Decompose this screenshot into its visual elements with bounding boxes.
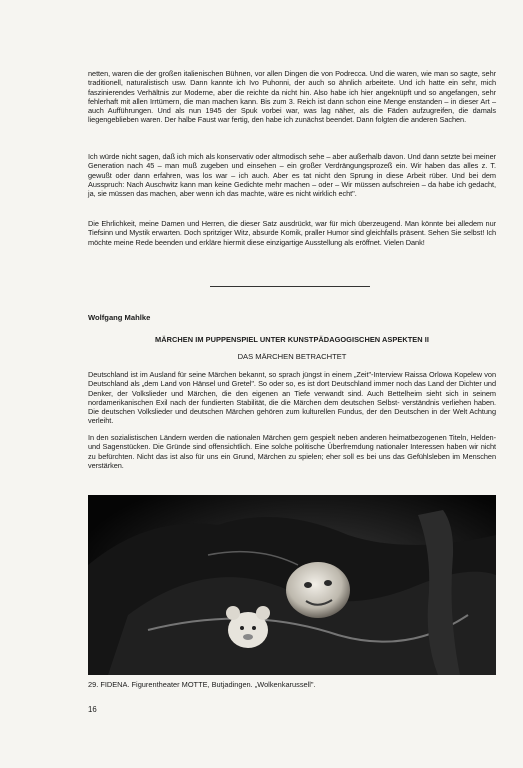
article-author: Wolfgang Mahlke — [88, 313, 151, 322]
article-subtitle: DAS MÄRCHEN BETRACHTET — [237, 352, 347, 361]
paragraph-1-text: netten, waren die der großen italienischen Bühnen, vor allen Dingen die von Podrecca. Und die waren, wie man so sagte, sehr traditionell, naturalistisch usw. Dann kannte ich Ivo Puhonni, der auch so ähnlich arbeitete. Und ich hatte ein sehr, mich faszinierendes Verhältnis zur Moderne, aber die reichte da nicht hin. Also habe ich hier angeknüpft und so angefangen, sehr fehlerhaft mit allen Irrtümern, die man machen kann. Bis zum 3. Reich ist dann schon eine Menge enstanden – in dieser Art – auch Aufführungen. Und als nun 1945 der Spuk vorbei war, was lag näher, als die Fäden aufzugreifen, die damals liegengeblieben waren. Der halbe Faust war fertig, den habe ich zunächst beendet. Dann folgten die anderen Sachen. — [88, 69, 496, 125]
paragraph-5-text: In den sozialistischen Ländern werden die nationalen Märchen gern gespielt neben anderen heimatbezogenen Titeln, Helden- und Sagenstücken. Die Gründe sind offensichtlich. Eine solche politische Überfremdung nationaler Interessen haben wir nicht zu befürchten. Nicht das ist also für uns ein Grund, Märchen zu spielen; eher soll es bei uns das Gefühlsleben im Menschen verstärken. — [88, 433, 496, 470]
page-number: 16 — [88, 705, 97, 714]
paragraph-4 — [88, 370, 496, 426]
paragraph-5 — [88, 433, 496, 470]
paragraph-2-text: Ich würde nicht sagen, daß ich mich als konservativ oder altmodisch sehe – aber außerhalb davon. Und dann setzte bei meiner Generation nach 45 – man muß zugeben und einsehen – ein großer Verdrängungsprozeß ein. Wir haben das alles z. T. gewußt oder dann erfahren, was los war – ich auch. Aber es tat nicht den Sprung in diese Arbeit rüber. Und bei dem Ausspruch: Nach Auschwitz kann man keine Gedichte mehr machen – oder – Wir müssen aufschreien – da habe ich gedacht, ja, sie müssen das machen, aber wenn ich das machte, wäre es nicht wirklich echt". — [88, 152, 496, 199]
paragraph-4-text: Deutschland ist im Ausland für seine Märchen bekannt, so sprach jüngst in einem „Zeit"-Interview Raissa Orlowa Kopelew von Deutschland als „dem Land von Hänsel und Gretel". So oder so, es ist dort Deutschland immer noch das Land der Dichter und Denker, der Volkslieder und Märchen, die den eigenen an Tiefe verwandt sind. Auch Bettelheim sieht sich in seinem nordamerikanischen Exil nach der fundierten Stabilität, die die Märchen dem deutschen Selbst- verständnis verliehen haben. Die deutschen Volkslieder und deutschen Märchen gehören zum kulturellen Fundus, der den Deutschen in der Welt Achtung verleiht. — [88, 370, 496, 426]
puppet-theatre-photo — [88, 495, 496, 675]
paragraph-3 — [88, 219, 496, 247]
figure-caption: 29. FIDENA. Figurentheater MOTTE, Butjadingen. „Wolkenkarussell". — [88, 680, 316, 689]
puppet-photo-illustration — [88, 495, 496, 675]
section-divider — [210, 286, 370, 287]
paragraph-1 — [88, 69, 496, 125]
paragraph-3-text: Die Ehrlichkeit, meine Damen und Herren, die dieser Satz ausdrückt, war für mich überzeugend. Man könnte bei alledem nur Tiefsinn und Mystik erwarten. Doch spritziger Witz, absurde Komik, praller Humor sind gleichfalls präsent. Sehen Sie selbst! Ich möchte meine Rede beenden und erkläre hiermit diese einzigartige Ausstellung als eröffnet. Vielen Dank! — [88, 219, 496, 247]
paragraph-2 — [88, 152, 496, 198]
article-title: MÄRCHEN IM PUPPENSPIEL UNTER KUNSTPÄDAGOGISCHEN ASPEKTEN II — [155, 335, 429, 344]
